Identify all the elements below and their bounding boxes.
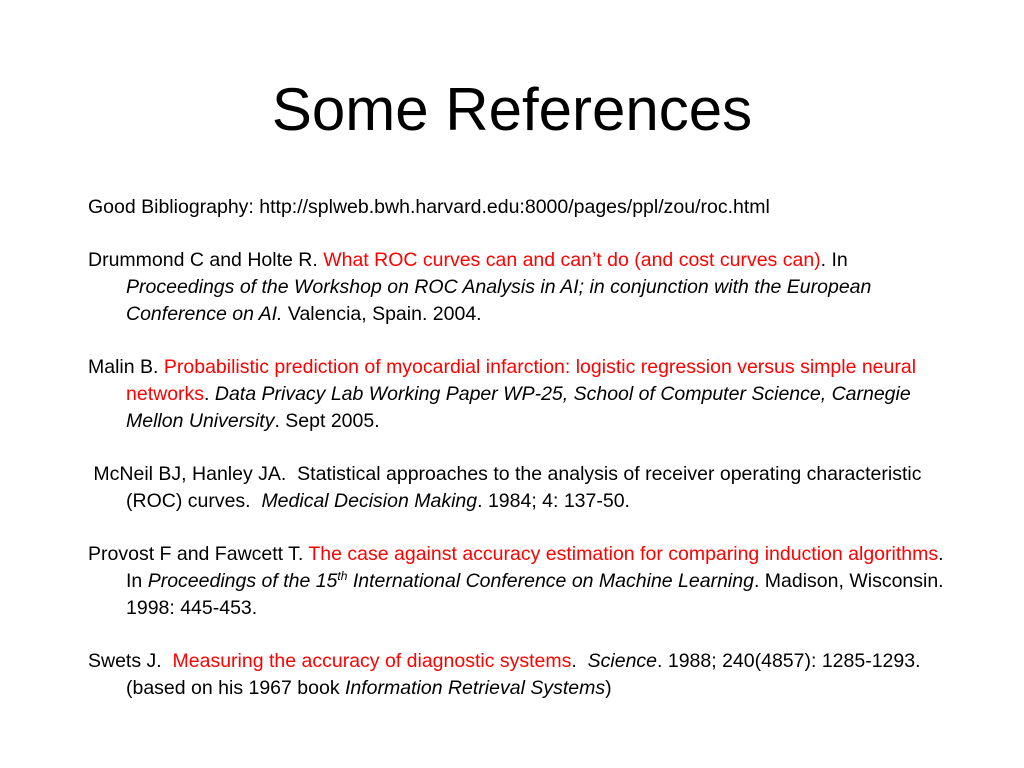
- reference-authors: Provost F and Fawcett T.: [88, 543, 304, 565]
- reference-details: . 1984; 4: 137-50.: [477, 490, 630, 512]
- reference-venue-part: International Conference on Machine Learning: [347, 570, 754, 592]
- reference-authors: Drummond C and Holte R.: [88, 249, 318, 271]
- reference-venue: Science: [587, 650, 658, 672]
- reference-close: ): [605, 677, 612, 699]
- reference-book: Information Retrieval Systems: [345, 677, 606, 699]
- reference-title: Measuring the accuracy of diagnostic systems: [172, 650, 572, 672]
- ordinal-suffix: th: [337, 569, 348, 583]
- reference-details: Valencia, Spain. 2004.: [287, 303, 482, 325]
- reference-venue: Proceedings of the Workshop on ROC Analysis in AI; in conjunction with the European Conference on AI.: [126, 276, 872, 325]
- reference-venue-part: Proceedings of the 15: [147, 570, 338, 592]
- bibliography-line: [88, 194, 948, 221]
- reference-details: . Sept 2005.: [274, 410, 380, 432]
- reference-details: . Madison, Wisconsin. 1998: 445-453.: [126, 570, 944, 619]
- reference-text: McNeil BJ, Hanley JA. Statistical approaches to the analysis of receiver operating characteristic (ROC) curves.: [88, 463, 927, 512]
- reference-mcneil: [88, 461, 948, 515]
- reference-provost: Provost F and Fawcett T. The case against accuracy estimation for comparing induction algorithms. In Proceedings of the 15th International Conference on Machine Learning. Madison, Wisconsin. 1998: 445-453.: [88, 543, 944, 619]
- reference-in: In: [126, 570, 143, 592]
- slide-title: Some References: [271, 76, 753, 143]
- reference-venue: Medical Decision Making: [261, 490, 478, 512]
- reference-drummond: Drummond C and Holte R. What ROC curves can and can’t do (and cost curves can). In Proceedings of the Workshop on ROC Analysis in AI; in conjunction with the European Conference on AI. Valencia, Spain. 2004.: [88, 249, 872, 325]
- reference-title: The case against accuracy estimation for comparing induction algorithms: [308, 543, 939, 565]
- reference-list: [88, 194, 948, 702]
- reference-details: . 1988; 240(4857): 1285-1293. (based on his 1967 book: [126, 650, 926, 699]
- reference-authors: Swets J.: [88, 650, 168, 672]
- reference-swets: Swets J. Measuring the accuracy of diagnostic systems. Science. 1988; 240(4857): 1285-1293. (based on his 1967 book Information Retrieval Systems): [88, 650, 926, 699]
- reference-title: Probabilistic prediction of myocardial infarction: logistic regression versus simple neural networks: [126, 356, 917, 405]
- reference-venue: [148, 570, 754, 592]
- reference-in: In: [831, 249, 848, 271]
- reference-title: What ROC curves can and can’t do (and cost curves can): [323, 249, 821, 271]
- bibliography-text: Good Bibliography: http://splweb.bwh.harvard.edu:8000/pages/ppl/zou/roc.html: [88, 196, 770, 218]
- reference-malin: Malin B. Probabilistic prediction of myocardial infarction: logistic regression versus simple neural networks. Data Privacy Lab Working Paper WP-25, School of Computer Science, Carnegie Mellon University. Sept 2005.: [88, 356, 917, 432]
- reference-authors: Malin B.: [88, 356, 159, 378]
- reference-venue: Data Privacy Lab Working Paper WP-25, School of Computer Science, Carnegie Mellon University: [126, 383, 911, 432]
